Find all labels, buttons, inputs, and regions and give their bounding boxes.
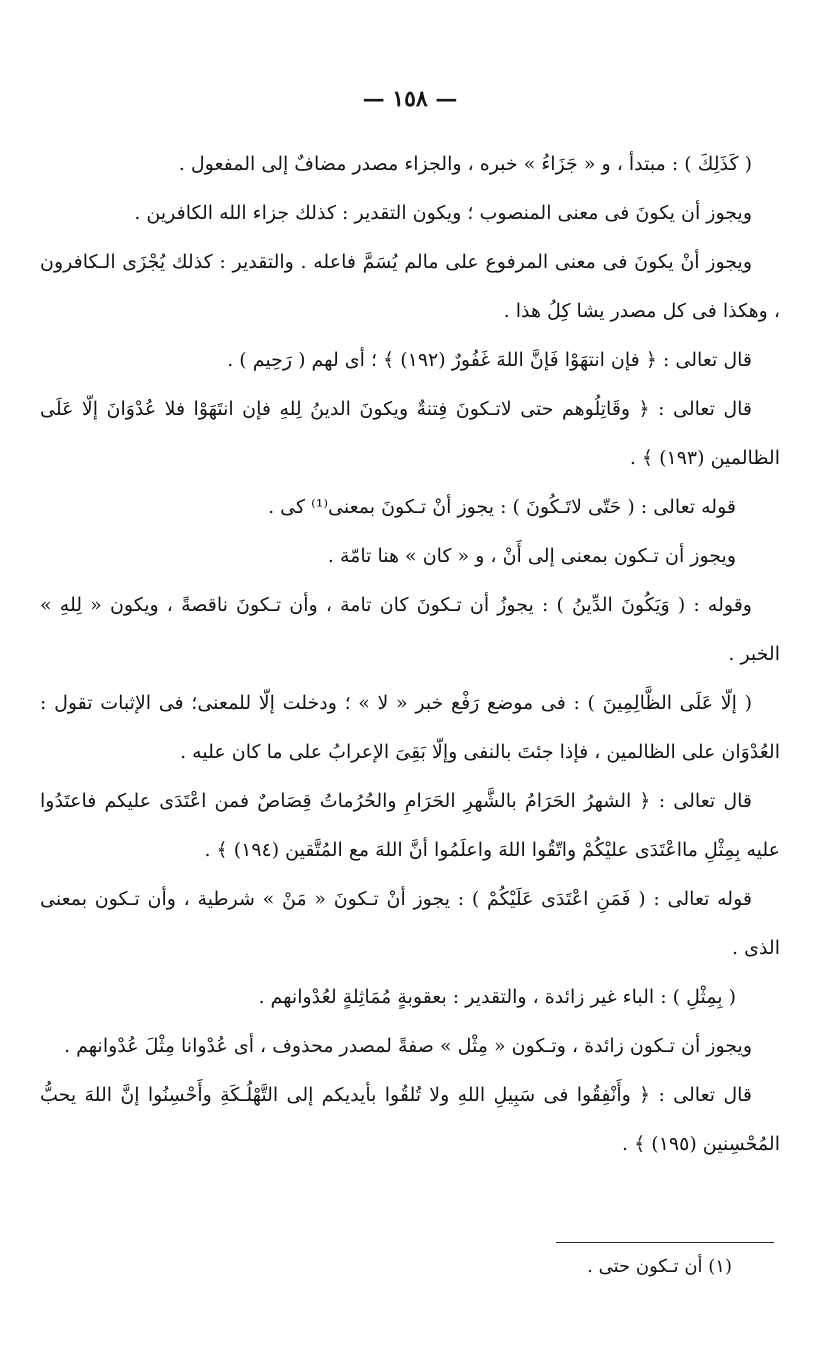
paragraph: قال تعالى : ﴿ وقَاتِلُوهم حتى لاتـكونَ فِتنةٌ ويكونَ الدينُ لِلهِ فإن انتَهَوْا فلا عُدْوَانَ إلّا عَلَى الظالمين (١٩٣) ﴾ .	[40, 398, 780, 469]
paragraph: ويجوز أنْ يكونَ فى معنى المرفوع على مالم يُسَمَّ فاعله . والتقدير : كذلك يُجْزَى الـكافرون ، وهكذا فى كل مصدر يشا كِلُ هذا .	[40, 251, 780, 322]
paragraph: قوله تعالى : ( حَتّى لاتَـكُونَ ) : يجوز أنْ تـكونَ بمعنى⁽¹⁾ كى .	[268, 496, 736, 518]
paragraph: ويجوز أن تـكون زائدة ، وتـكون « مِثْل » صفةً لمصدر محذوف ، أى عُدْوانا مِثْلَ عُدْوانهم .	[64, 1035, 752, 1057]
page-body	[40, 140, 780, 1169]
paragraph: وقوله : ( وَيَكُونَ الدِّينُ ) : يجوزُ أن تـكونَ كان تامة ، وأن تـكونَ ناقصةً ، ويكون « لِلهِ » الخبر .	[40, 594, 780, 665]
paragraph: قوله تعالى : ( فَمَنِ اعْتَدَى عَلَيْكُمْ ) : يجوز أنْ تـكونَ « مَنْ » شرطية ، وأن تـكون بمعنى الذى .	[40, 888, 780, 959]
paragraph: ( كَذَلِكَ ) : مبتدأ ، و « جَزَاءُ » خبره ، والجزاء مصدر مضافٌ إلى المفعول .	[178, 153, 752, 175]
paragraph: قال تعالى : ﴿ وأَنْفِقُوا فى سَبِيلِ اللهِ ولا تُلقُوا بأيديكم إلى التَّهْلُـكَةِ وأَحْسِنُوا إنَّ اللهَ يحبُّ المُحْسِنين (١٩٥) ﴾ .	[40, 1084, 780, 1155]
footnote-divider	[556, 1242, 774, 1243]
page-number: — ١٥٨ —	[362, 86, 458, 112]
paragraph: قال تعالى : ﴿ فإن انتهَوْا فَإنَّ اللهَ غَفُورٌ (١٩٢) ﴾ ؛ أى لهم ( رَحِيم ) .	[227, 349, 752, 371]
footnote: (١) أن تـكون حتى .	[587, 1256, 732, 1277]
paragraph: ( إلّا عَلَى الظَّالِمِينَ ) : فى موضع رَفْع خبر « لا » ؛ ودخلت إلّا للمعنى؛ فى الإثبات تقول : العُدْوَان على الظالمين ، فإذا جئتَ بالنفى وإلّا بَقِىَ الإعرابُ على ما كان عليه .	[40, 692, 780, 763]
paragraph: ( بِمِثْلِ ) : الباء غير زائدة ، والتقدير : بعقوبةٍ مُمَاثِلةٍ لعُدْوانهم .	[258, 986, 736, 1008]
paragraph: ويجوز أن تـكون بمعنى إلى أَنْ ، و « كان » هنا تامّة .	[327, 545, 736, 567]
paragraph: قال تعالى : ﴿ الشهرُ الحَرَامُ بالشَّهرِ الحَرَامِ والحُرُماتُ قِصَاصٌ فمن اعْتَدَى عليكم فاعتَدُوا عليه بِمِثْلِ مااعْتَدَى عليْكُمْ واتّقُوا اللهَ واعلَمُوا أنَّ اللهَ مع المُتَّقين (١٩٤) ﴾ .	[40, 790, 780, 861]
paragraph: ويجوز أن يكونَ فى معنى المنصوب ؛ ويكون التقدير : كذلك جزاء الله الكافرين .	[134, 202, 752, 224]
